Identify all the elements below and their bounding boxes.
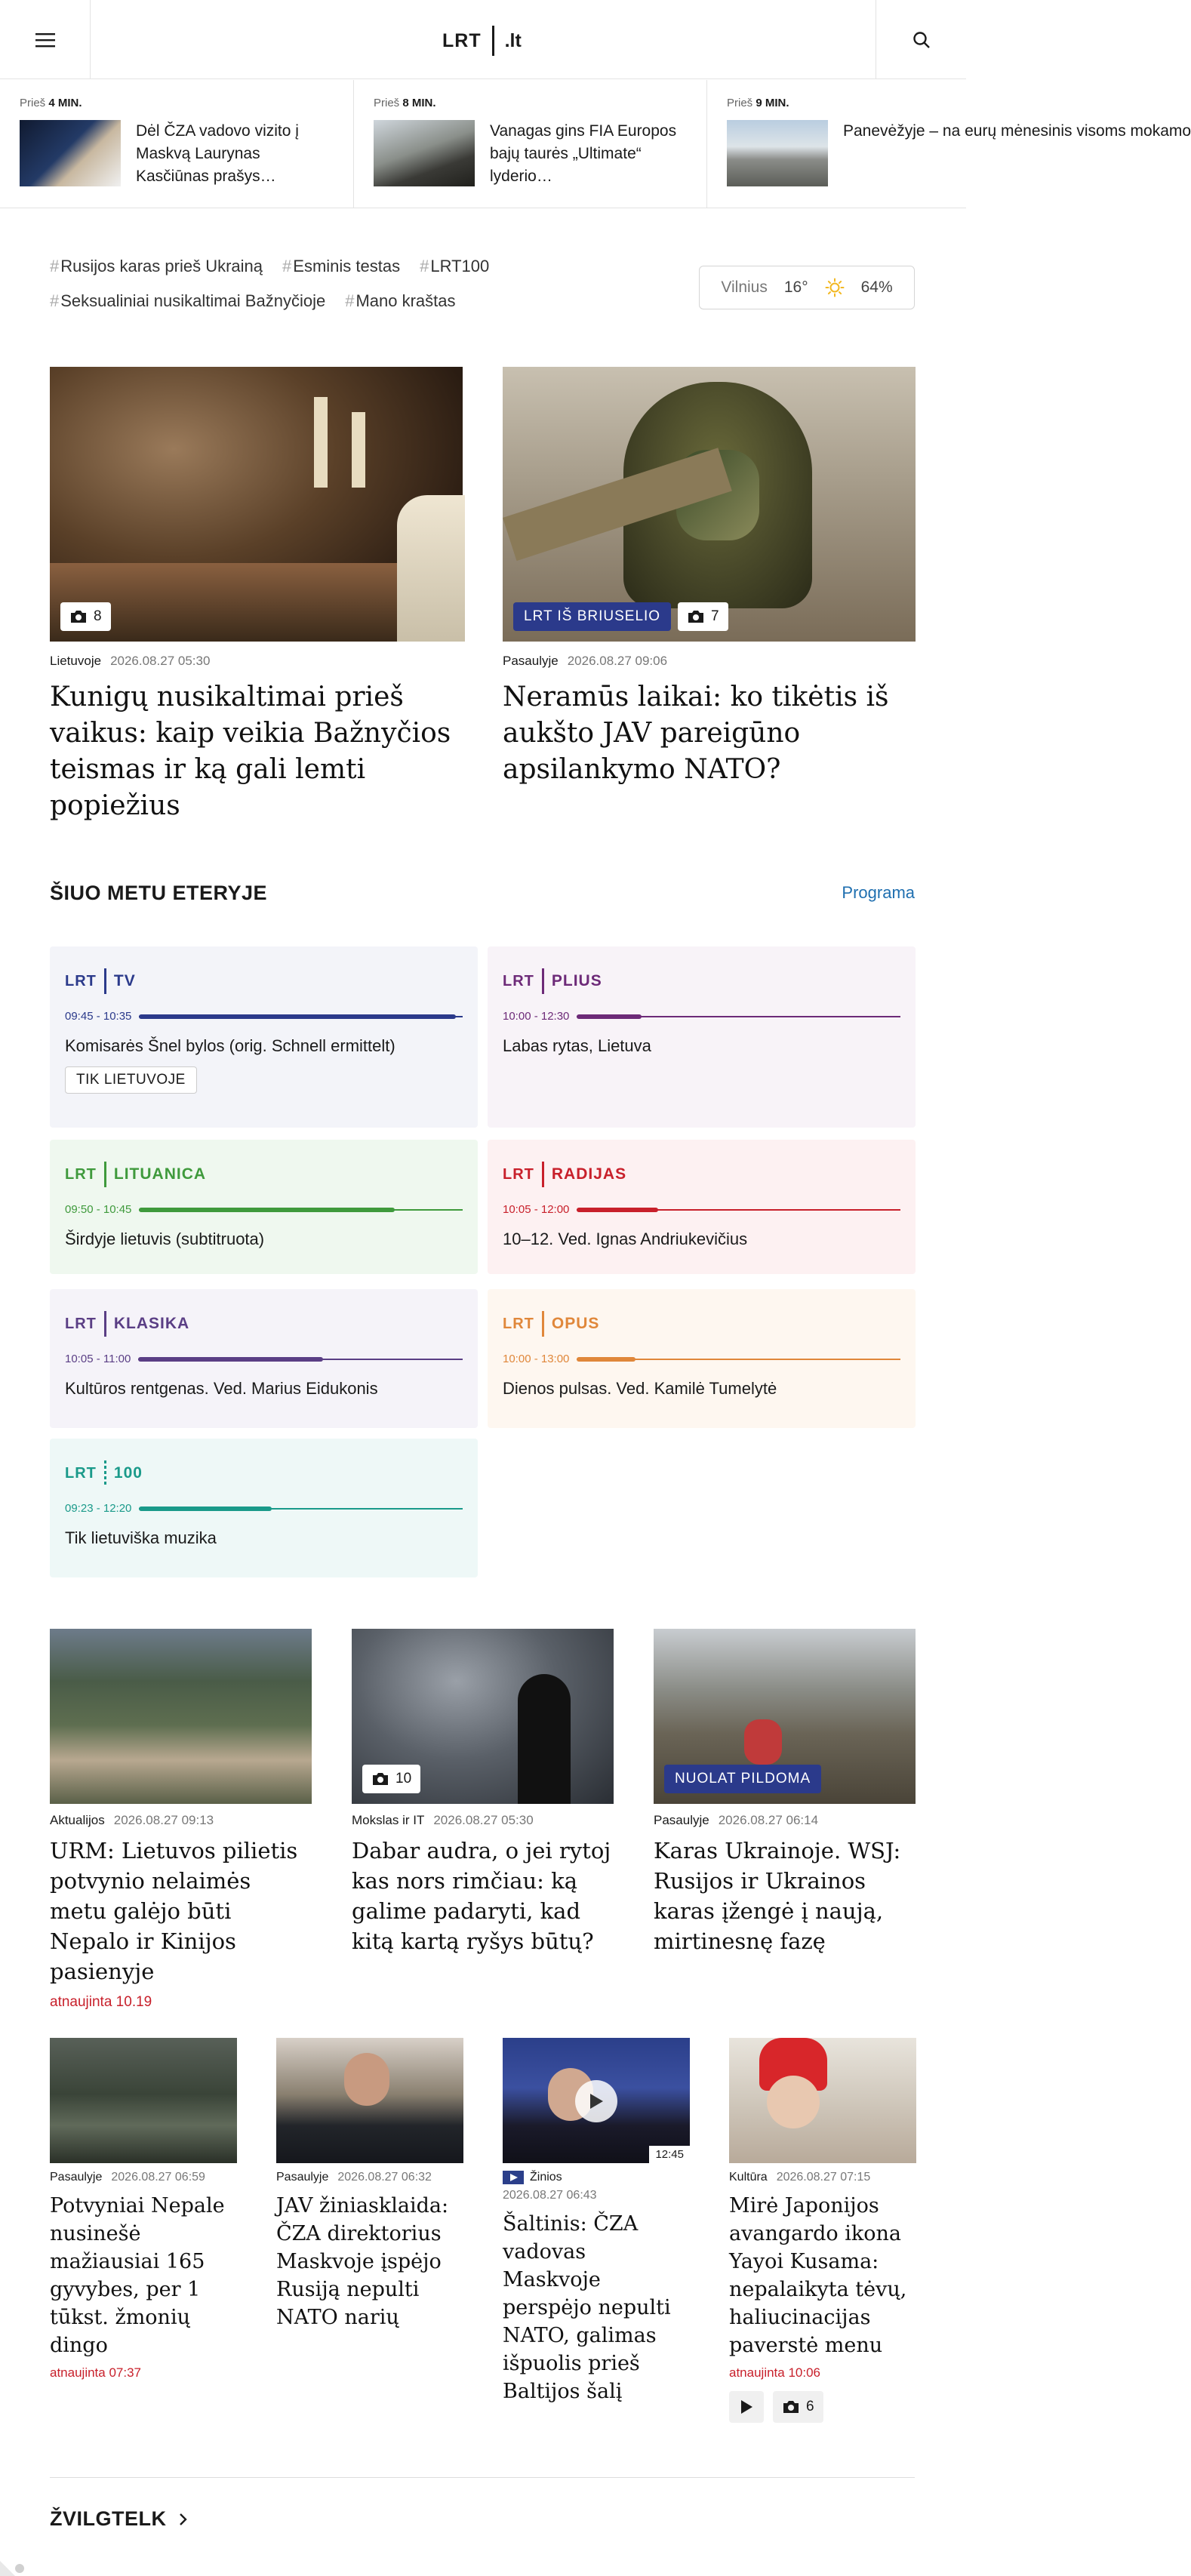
card-date: 2026.08.27 07:15 (776, 2171, 871, 2184)
channel-name: TV (113, 972, 136, 989)
story-date: 2026.08.27 05:30 (110, 654, 211, 668)
channel-logo-brand: LRT (65, 1464, 97, 1482)
weather-temp: 16° (783, 279, 808, 296)
channel-name: OPUS (551, 1315, 600, 1332)
camera-icon (782, 2399, 800, 2414)
card-badge: NUOLAT PILDOMA (664, 1765, 821, 1793)
tag-link[interactable]: #Mano kraštas (345, 291, 456, 310)
channel-card[interactable] (488, 1140, 916, 1274)
channel-show-title: Kultūros rentgenas. Ved. Marius Eidukonis (65, 1379, 378, 1398)
card-date: 2026.08.27 06:59 (111, 2171, 205, 2184)
channel-logo-brand: LRT (65, 1165, 97, 1183)
channel-card[interactable] (50, 946, 478, 1128)
channel-logo (65, 968, 463, 995)
tag-link[interactable]: #Seksualiniai nusikaltimai Bažnyčioje (50, 291, 326, 310)
card-category[interactable]: Mokslas ir IT (352, 1813, 425, 1827)
channel-logo-brand: LRT (65, 972, 97, 989)
story-image (50, 367, 463, 642)
news-ticker (0, 80, 1191, 208)
gallery-button[interactable]: 6 (773, 2391, 823, 2423)
play-button[interactable] (575, 2080, 617, 2122)
camera-icon (371, 1771, 389, 1787)
search-icon (912, 31, 931, 49)
ticker-time: 4 MIN. (48, 97, 82, 109)
logo-brand: LRT (442, 29, 482, 51)
channel-time: 10:05 - 12:00 (503, 1203, 570, 1216)
ticker-title: Vanagas gins FIA Europos bajų taurės „Ultimate“ lyderio… (490, 122, 677, 185)
tag-link[interactable]: #Rusijos karas prieš Ukrainą (50, 257, 263, 275)
progress-track (138, 1359, 463, 1360)
card-category[interactable]: Pasaulyje (276, 2171, 329, 2184)
channel-logo-divider (542, 1162, 544, 1187)
channel-card[interactable] (50, 1439, 478, 1577)
card-category[interactable]: Pasaulyje (50, 2171, 103, 2184)
news-card[interactable] (503, 2038, 690, 2405)
story-badge: LRT IŠ BRIUSELIO (513, 602, 671, 631)
site-header (0, 0, 966, 79)
topic-tags (50, 257, 669, 326)
news-card[interactable] (729, 2038, 916, 2423)
news-card[interactable] (352, 1629, 614, 1956)
sun-icon (825, 278, 845, 297)
progress-fill (139, 1208, 395, 1212)
channel-time: 10:00 - 12:30 (503, 1010, 570, 1023)
channel-logo-divider (542, 1311, 544, 1337)
card-category[interactable]: Aktualijos (50, 1813, 105, 1827)
ticker-prefix: Prieš (374, 97, 400, 109)
program-link[interactable]: Programa (842, 883, 915, 902)
video-source-icon (503, 2171, 524, 2184)
ticker-item[interactable] (0, 80, 353, 208)
card-category[interactable]: Pasaulyje (654, 1813, 709, 1827)
story-date: 2026.08.27 09:06 (567, 654, 668, 668)
ticker-title: Dėl ČZA vadovo vizito į Maskvą Laurynas Kasčiūnas prašys… (136, 122, 299, 185)
card-date: 2026.08.27 09:13 (113, 1813, 214, 1827)
chevron-right-icon (179, 2513, 188, 2526)
card-source[interactable]: Žinios (530, 2171, 562, 2184)
progress-fill (139, 1507, 272, 1511)
ticker-prefix: Prieš (20, 97, 46, 109)
story-title[interactable]: Neramūs laikai: ko tikėtis iš aukšto JAV pareigūno apsilankymo NATO? (503, 682, 889, 785)
updated-label: atnaujinta 10.19 (50, 1994, 152, 2010)
card-date: 2026.08.27 06:32 (337, 2171, 432, 2184)
site-logo[interactable] (442, 26, 522, 56)
channel-show-title: Dienos pulsas. Ved. Kamilė Tumelytė (503, 1379, 777, 1398)
news-card[interactable] (50, 2038, 237, 2381)
channel-card[interactable] (488, 946, 916, 1128)
updated-label: atnaujinta 10:06 (729, 2365, 820, 2380)
corner-decoration-icon (0, 2531, 45, 2576)
channel-card[interactable] (50, 1289, 478, 1428)
news-card[interactable] (276, 2038, 463, 2331)
ticker-title: Panevėžyje – na eurų mėnesinis visoms mokamo (843, 122, 1191, 140)
channel-logo (65, 1310, 463, 1337)
logo-tld: .lt (504, 29, 522, 51)
channel-name: LITUANICA (113, 1165, 207, 1183)
channel-card[interactable] (50, 1140, 478, 1274)
progress-fill (577, 1208, 657, 1212)
ticker-prefix: Prieš (727, 97, 753, 109)
ticker-thumbnail (20, 120, 121, 186)
progress-fill (139, 1014, 456, 1019)
section-divider (50, 2477, 915, 2478)
top-story[interactable] (50, 367, 463, 824)
progress-fill (577, 1014, 642, 1019)
progress-track (577, 1209, 900, 1211)
card-image (276, 2038, 463, 2163)
card-title[interactable]: Potvyniai Nepale nusinešė mažiausiai 165 gyvybes, per 1 tūkst. žmonių dingo (50, 2194, 225, 2357)
card-image (729, 2038, 916, 2163)
card-category[interactable]: Kultūra (729, 2171, 768, 2184)
tag-link[interactable]: #LRT100 (420, 257, 490, 275)
channel-show-title: Tik lietuviška muzika (65, 1528, 217, 1547)
channel-show-title: Širdyje lietuvis (subtitruota) (65, 1230, 265, 1248)
channel-logo-divider (104, 1162, 106, 1187)
channel-show-title: Komisarės Šnel bylos (orig. Schnell ermittelt) (65, 1036, 395, 1055)
card-title[interactable]: Karas Ukrainoje. WSJ: Rusijos ir Ukrainos karas įžengė į naują, mirtinesnę fazę (654, 1838, 901, 1954)
channel-logo-divider (104, 1311, 106, 1337)
card-date: 2026.08.27 05:30 (433, 1813, 534, 1827)
channel-time: 10:00 - 13:00 (503, 1353, 570, 1365)
channel-name: RADIJAS (551, 1165, 627, 1183)
photo-count-badge: 7 (678, 602, 728, 631)
camera-icon (687, 609, 705, 624)
channel-logo-brand: LRT (503, 972, 534, 989)
card-image (503, 2038, 690, 2163)
video-button[interactable] (729, 2391, 764, 2423)
ticker-thumbnail (727, 120, 828, 186)
channel-time: 09:45 - 10:35 (65, 1010, 132, 1023)
card-title[interactable]: Mirė Japonijos avangardo ikona Yayoi Kusama: nepalaikyta tėvų, haliucinacijas paverstė menu (729, 2194, 907, 2357)
channel-time: 10:05 - 11:00 (65, 1353, 131, 1365)
search-button[interactable] (876, 0, 966, 79)
ticker-thumbnail (374, 120, 475, 186)
menu-button[interactable] (0, 0, 91, 79)
channel-logo-divider (542, 968, 544, 994)
channel-card[interactable] (488, 1289, 916, 1428)
channel-logo-brand: LRT (503, 1315, 534, 1332)
weather-city: Vilnius (721, 279, 768, 296)
card-title[interactable]: Šaltinis: ČZA vadovas Maskvoje perspėjo nepulti NATO, galimas išpuolis prieš Baltijos šalį (503, 2212, 671, 2403)
card-date: 2026.08.27 06:43 (503, 2189, 597, 2202)
channel-show-title: 10–12. Ved. Ignas Andriukevičius (503, 1230, 748, 1248)
card-date: 2026.08.27 06:14 (718, 1813, 819, 1827)
channel-logo (503, 968, 900, 995)
weather-humidity: 64% (860, 279, 893, 296)
story-category[interactable]: Pasaulyje (503, 654, 559, 668)
card-image (50, 1629, 312, 1804)
updated-label: atnaujinta 07:37 (50, 2365, 141, 2380)
ticker-time: 8 MIN. (402, 97, 436, 109)
card-image (352, 1629, 614, 1804)
photo-count-badge: 8 (60, 602, 111, 631)
progress-track (577, 1359, 900, 1360)
glance-section-title[interactable]: ŽVILGTELK (50, 2507, 188, 2531)
news-card[interactable] (654, 1629, 916, 1956)
progress-fill (138, 1357, 323, 1362)
logo-divider (492, 26, 494, 56)
play-icon (740, 2399, 753, 2414)
channel-logo (503, 1161, 900, 1188)
channel-name: PLIUS (551, 972, 602, 989)
channel-logo (65, 1161, 463, 1188)
weather-widget[interactable] (699, 266, 915, 309)
ticker-time: 9 MIN. (756, 97, 789, 109)
progress-track (139, 1508, 463, 1510)
channel-logo (503, 1310, 900, 1337)
progress-track (139, 1209, 463, 1211)
channel-name: KLASIKA (113, 1315, 190, 1332)
play-icon (588, 2092, 605, 2110)
video-duration: 12:45 (649, 2146, 690, 2163)
card-title[interactable]: Dabar audra, o jei rytoj kas nors rimčiau: ką galime padaryti, kad kitą kartą ryšys būtų? (352, 1838, 611, 1954)
ticker-item[interactable] (706, 80, 1191, 208)
channel-time: 09:50 - 10:45 (65, 1203, 132, 1216)
hamburger-icon (35, 32, 55, 48)
card-title[interactable]: URM: Lietuvos pilietis potvynio nelaimės metu galėjo būti Nepalo ir Kinijos pasienyje (50, 1838, 298, 1984)
progress-fill (577, 1357, 635, 1362)
progress-track (139, 1016, 463, 1017)
channel-name: 100 (113, 1464, 143, 1482)
channel-logo-divider (104, 968, 106, 994)
story-category[interactable]: Lietuvoje (50, 654, 102, 668)
card-title[interactable]: JAV žiniasklaida: ČZA direktorius Maskvoje įspėjo Rusiją nepulti NATO narių (276, 2194, 449, 2329)
onair-section-title: ŠIUO METU ETERYJE (50, 882, 268, 904)
card-image (50, 2038, 237, 2163)
channel-logo-divider (104, 1460, 106, 1486)
camera-icon (69, 609, 88, 624)
card-image (654, 1629, 916, 1804)
top-story[interactable] (503, 367, 916, 788)
photo-count-badge: 10 (362, 1765, 420, 1793)
channel-logo-brand: LRT (65, 1315, 97, 1332)
channel-logo (65, 1460, 463, 1487)
ticker-item[interactable] (353, 80, 706, 208)
progress-track (577, 1016, 900, 1017)
channel-time: 09:23 - 12:20 (65, 1502, 132, 1515)
tag-link[interactable]: #Esminis testas (282, 257, 401, 275)
channel-show-title: Labas rytas, Lietuva (503, 1036, 651, 1055)
region-badge: TIK LIETUVOJE (65, 1066, 197, 1094)
news-card[interactable] (50, 1629, 312, 2011)
story-image (503, 367, 916, 642)
channel-logo-brand: LRT (503, 1165, 534, 1183)
story-title[interactable]: Kunigų nusikaltimai prieš vaikus: kaip veikia Bažnyčios teismas ir ką gali lemti popiežius (50, 682, 451, 821)
